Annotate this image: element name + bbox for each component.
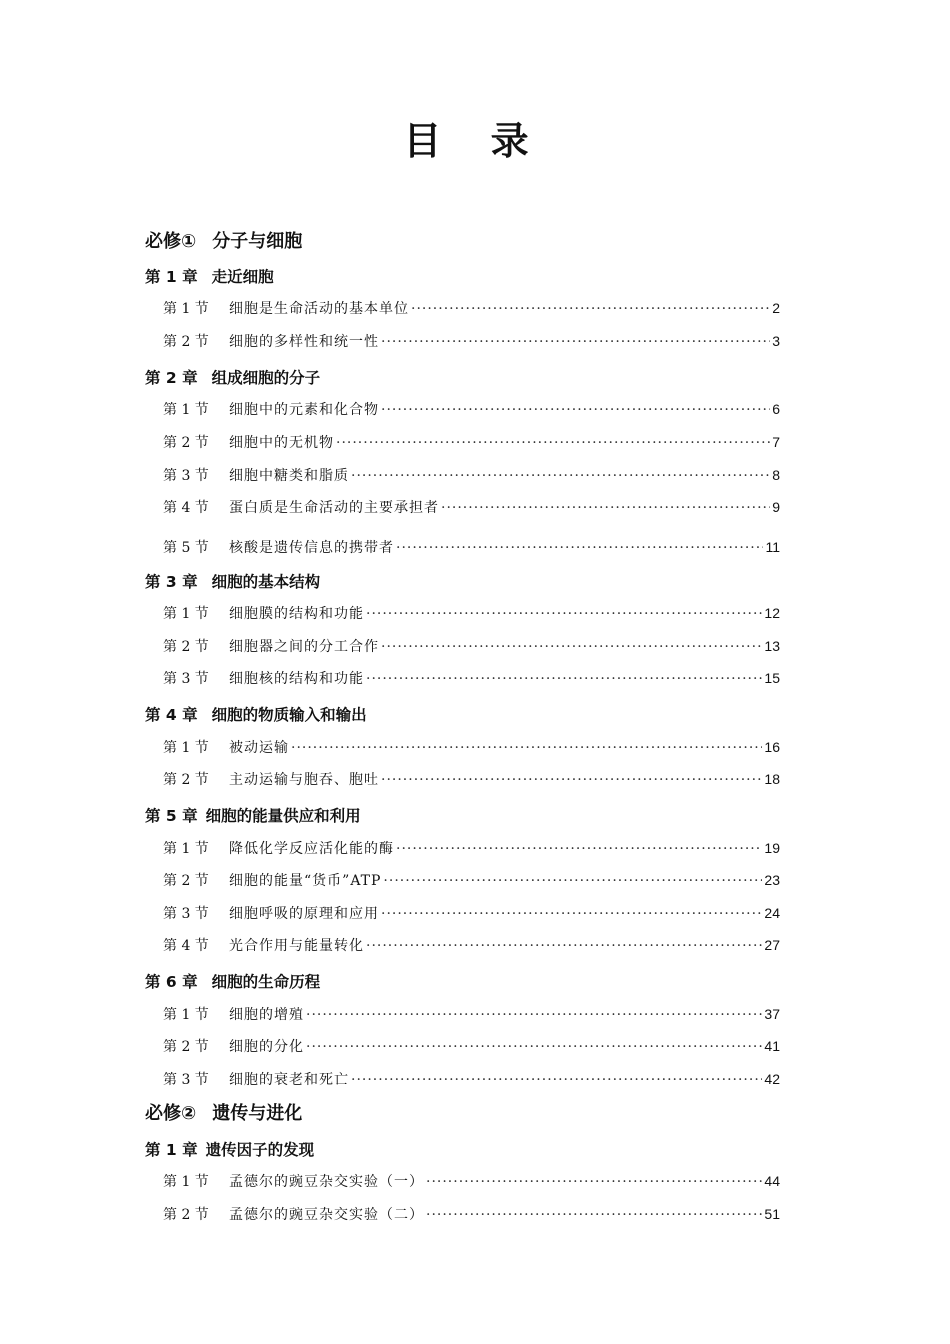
section-title: 核酸是遗传信息的携带者 [229,540,394,556]
chapter-title: 组成细胞的分子 [211,369,321,387]
toc-entry[interactable] [163,838,780,859]
section-number: 第 5 节 [163,540,209,556]
chapter-heading[interactable] [145,367,950,389]
page-number: 23 [764,872,780,888]
dot-leader [381,637,762,657]
dot-leader [366,669,762,689]
module-subtitle: 遗传与进化 [212,1103,303,1124]
chapter-number: 第 5 章 [145,807,198,825]
chapter-number: 第 6 章 [145,973,198,991]
page-number: 42 [764,1071,780,1087]
toc-entry[interactable] [163,935,780,956]
dot-leader [381,770,762,790]
section-title: 主动运输与胞吞、胞吐 [229,772,379,788]
dot-leader [306,1037,762,1057]
section-number: 第 4 节 [163,938,209,954]
page-number: 2 [772,300,780,316]
toc-entry[interactable] [163,1171,780,1192]
page-number: 37 [764,1006,780,1022]
section-title: 细胞的增殖 [229,1007,304,1023]
toc-entry[interactable] [163,636,780,657]
dot-leader [291,738,762,758]
toc-entry[interactable] [163,497,780,518]
section-number: 第 1 节 [163,740,209,756]
section-number: 第 3 节 [163,1072,209,1088]
section-number: 第 3 节 [163,468,209,484]
toc-entry[interactable] [163,903,780,924]
chapter-heading[interactable] [145,1139,950,1161]
section-number: 第 2 节 [163,1039,209,1055]
section-number: 第 1 节 [163,606,209,622]
section-title: 细胞是生命活动的基本单位 [229,301,409,317]
chapter-number: 第 1 章 [145,268,198,286]
dot-leader [336,433,770,453]
toc-entry[interactable] [163,1069,780,1090]
dot-leader [381,904,762,924]
dot-leader [396,538,763,558]
toc-entry[interactable] [163,399,780,420]
chapter-number: 第 3 章 [145,573,198,591]
dot-leader [426,1205,762,1225]
section-number: 第 3 节 [163,906,209,922]
section-number: 第 4 节 [163,500,209,516]
chapter-title: 细胞的生命历程 [211,973,321,991]
chapter-heading[interactable] [145,971,950,993]
page-title: 目 录 [403,118,547,163]
page-number: 8 [772,467,780,483]
toc-entry[interactable] [163,737,780,758]
dot-leader [426,1172,762,1192]
page-number: 18 [764,771,780,787]
dot-leader [306,1005,762,1025]
toc-entry[interactable] [163,1004,780,1025]
chapter-title: 细胞的能量供应和利用 [205,807,361,825]
page-number: 27 [764,937,780,953]
toc-entry[interactable] [163,1204,780,1225]
page-number: 16 [764,739,780,755]
chapter-number: 第 1 章 [145,1141,198,1159]
dot-leader [366,604,762,624]
dot-leader [366,936,762,956]
section-number: 第 1 节 [163,301,209,317]
dot-leader [383,871,762,891]
page-number: 24 [764,905,780,921]
section-title: 细胞中的元素和化合物 [229,402,379,418]
chapter-heading[interactable] [145,571,950,593]
toc-entry[interactable] [163,603,780,624]
section-number: 第 2 节 [163,1207,209,1223]
section-title: 细胞的能量“货币”ATP [229,873,382,889]
toc-entry[interactable] [163,769,780,790]
section-number: 第 1 节 [163,1174,209,1190]
section-title: 细胞的多样性和统一性 [229,334,379,350]
page-number: 11 [765,539,780,555]
dot-leader [351,466,770,486]
section-number: 第 2 节 [163,639,209,655]
module-subtitle: 分子与细胞 [212,231,303,252]
section-number: 第 2 节 [163,435,209,451]
chapter-title: 细胞的基本结构 [211,573,321,591]
section-number: 第 1 节 [163,402,209,418]
dot-leader [351,1070,762,1090]
section-title: 细胞中糖类和脂质 [229,468,349,484]
section-number: 第 3 节 [163,671,209,687]
section-number: 第 2 节 [163,334,209,350]
chapter-number: 第 4 章 [145,706,198,724]
section-title: 被动运输 [229,740,289,756]
chapter-heading[interactable] [145,805,950,827]
chapter-heading[interactable] [145,266,950,288]
toc-entry[interactable] [163,870,780,891]
toc-entry[interactable] [163,465,780,486]
page-number: 44 [764,1173,780,1189]
dot-leader [396,839,762,859]
page-number: 51 [764,1206,780,1222]
section-title: 细胞的衰老和死亡 [229,1072,349,1088]
section-title: 蛋白质是生命活动的主要承担者 [229,500,439,516]
section-title: 光合作用与能量转化 [229,938,364,954]
module-heading[interactable] [145,1102,950,1126]
chapter-heading[interactable] [145,704,950,726]
chapter-title: 细胞的物质输入和输出 [211,706,367,724]
section-title: 细胞中的无机物 [229,435,334,451]
page-number: 13 [764,638,780,654]
toc-entry[interactable] [163,1036,780,1057]
section-title: 细胞膜的结构和功能 [229,606,364,622]
section-number: 第 1 节 [163,841,209,857]
section-number: 第 2 节 [163,873,209,889]
toc-entry[interactable] [163,298,780,319]
section-title: 细胞核的结构和功能 [229,671,364,687]
section-title: 细胞呼吸的原理和应用 [229,906,379,922]
toc-entry[interactable] [163,668,780,689]
section-title: 孟德尔的豌豆杂交实验（二） [229,1207,424,1223]
module-title: 必修② [145,1103,197,1124]
page-number: 15 [764,670,780,686]
section-title: 降低化学反应活化能的酶 [229,841,394,857]
toc-entry[interactable] [163,331,780,352]
chapter-title: 走近细胞 [211,268,274,286]
chapter-title: 遗传因子的发现 [205,1141,315,1159]
toc-entry[interactable] [163,537,780,558]
section-title: 细胞的分化 [229,1039,304,1055]
section-number: 第 1 节 [163,1007,209,1023]
dot-leader [441,498,770,518]
page-number: 12 [764,605,780,621]
dot-leader [411,299,770,319]
page-number: 9 [772,499,780,515]
section-title: 孟德尔的豌豆杂交实验（一） [229,1174,424,1190]
section-number: 第 2 节 [163,772,209,788]
page-number: 3 [772,333,780,349]
dot-leader [381,400,770,420]
module-heading[interactable] [145,230,950,254]
toc-entry[interactable] [163,432,780,453]
page-number: 41 [764,1038,780,1054]
dot-leader [381,332,770,352]
page-number: 6 [772,401,780,417]
section-title: 细胞器之间的分工合作 [229,639,379,655]
page-number: 7 [772,434,780,450]
module-title: 必修① [145,231,197,252]
chapter-number: 第 2 章 [145,369,198,387]
page-number: 19 [764,840,780,856]
